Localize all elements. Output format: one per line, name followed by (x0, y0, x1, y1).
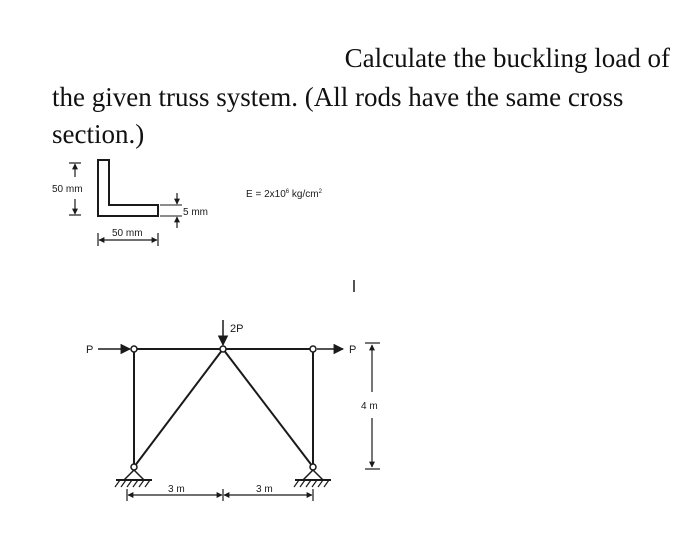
height-dimension (52, 163, 83, 215)
span-left-label: 3 m (168, 484, 185, 495)
load-top (223, 320, 243, 345)
thickness-dimension (160, 193, 208, 228)
truss-height-dimension (361, 343, 380, 469)
load-right (317, 344, 356, 356)
angle-section (52, 160, 208, 246)
load-right-label: P (349, 344, 357, 356)
thickness-label: 5 mm (183, 207, 208, 218)
left-pin-support (115, 470, 152, 487)
angle-profile (98, 160, 158, 216)
problem-line-2: the given truss system. (All rods have the same cross (52, 82, 624, 112)
joint-top-center (220, 346, 226, 352)
joint-top-left (131, 346, 137, 352)
problem-line-1: Calculate the buckling load of (344, 43, 670, 73)
height-label: 50 mm (52, 184, 83, 195)
right-diagonal (223, 349, 313, 467)
span-dimensions (127, 484, 313, 501)
joint-top-right (310, 346, 316, 352)
left-diagonal (134, 349, 223, 467)
width-label: 50 mm (112, 228, 143, 239)
load-top-label: 2P (230, 323, 244, 335)
truss-height-label: 4 m (361, 401, 378, 412)
width-dimension (98, 228, 158, 246)
load-left (86, 344, 130, 356)
right-pin-support (294, 470, 331, 487)
load-left-label: P (86, 344, 94, 356)
span-right-label: 3 m (256, 484, 273, 495)
elastic-modulus-label: $E = 2x10^6$ $kg/cm^2$ (246, 189, 322, 200)
problem-line-3: section.) (52, 119, 145, 149)
truss (115, 346, 331, 487)
